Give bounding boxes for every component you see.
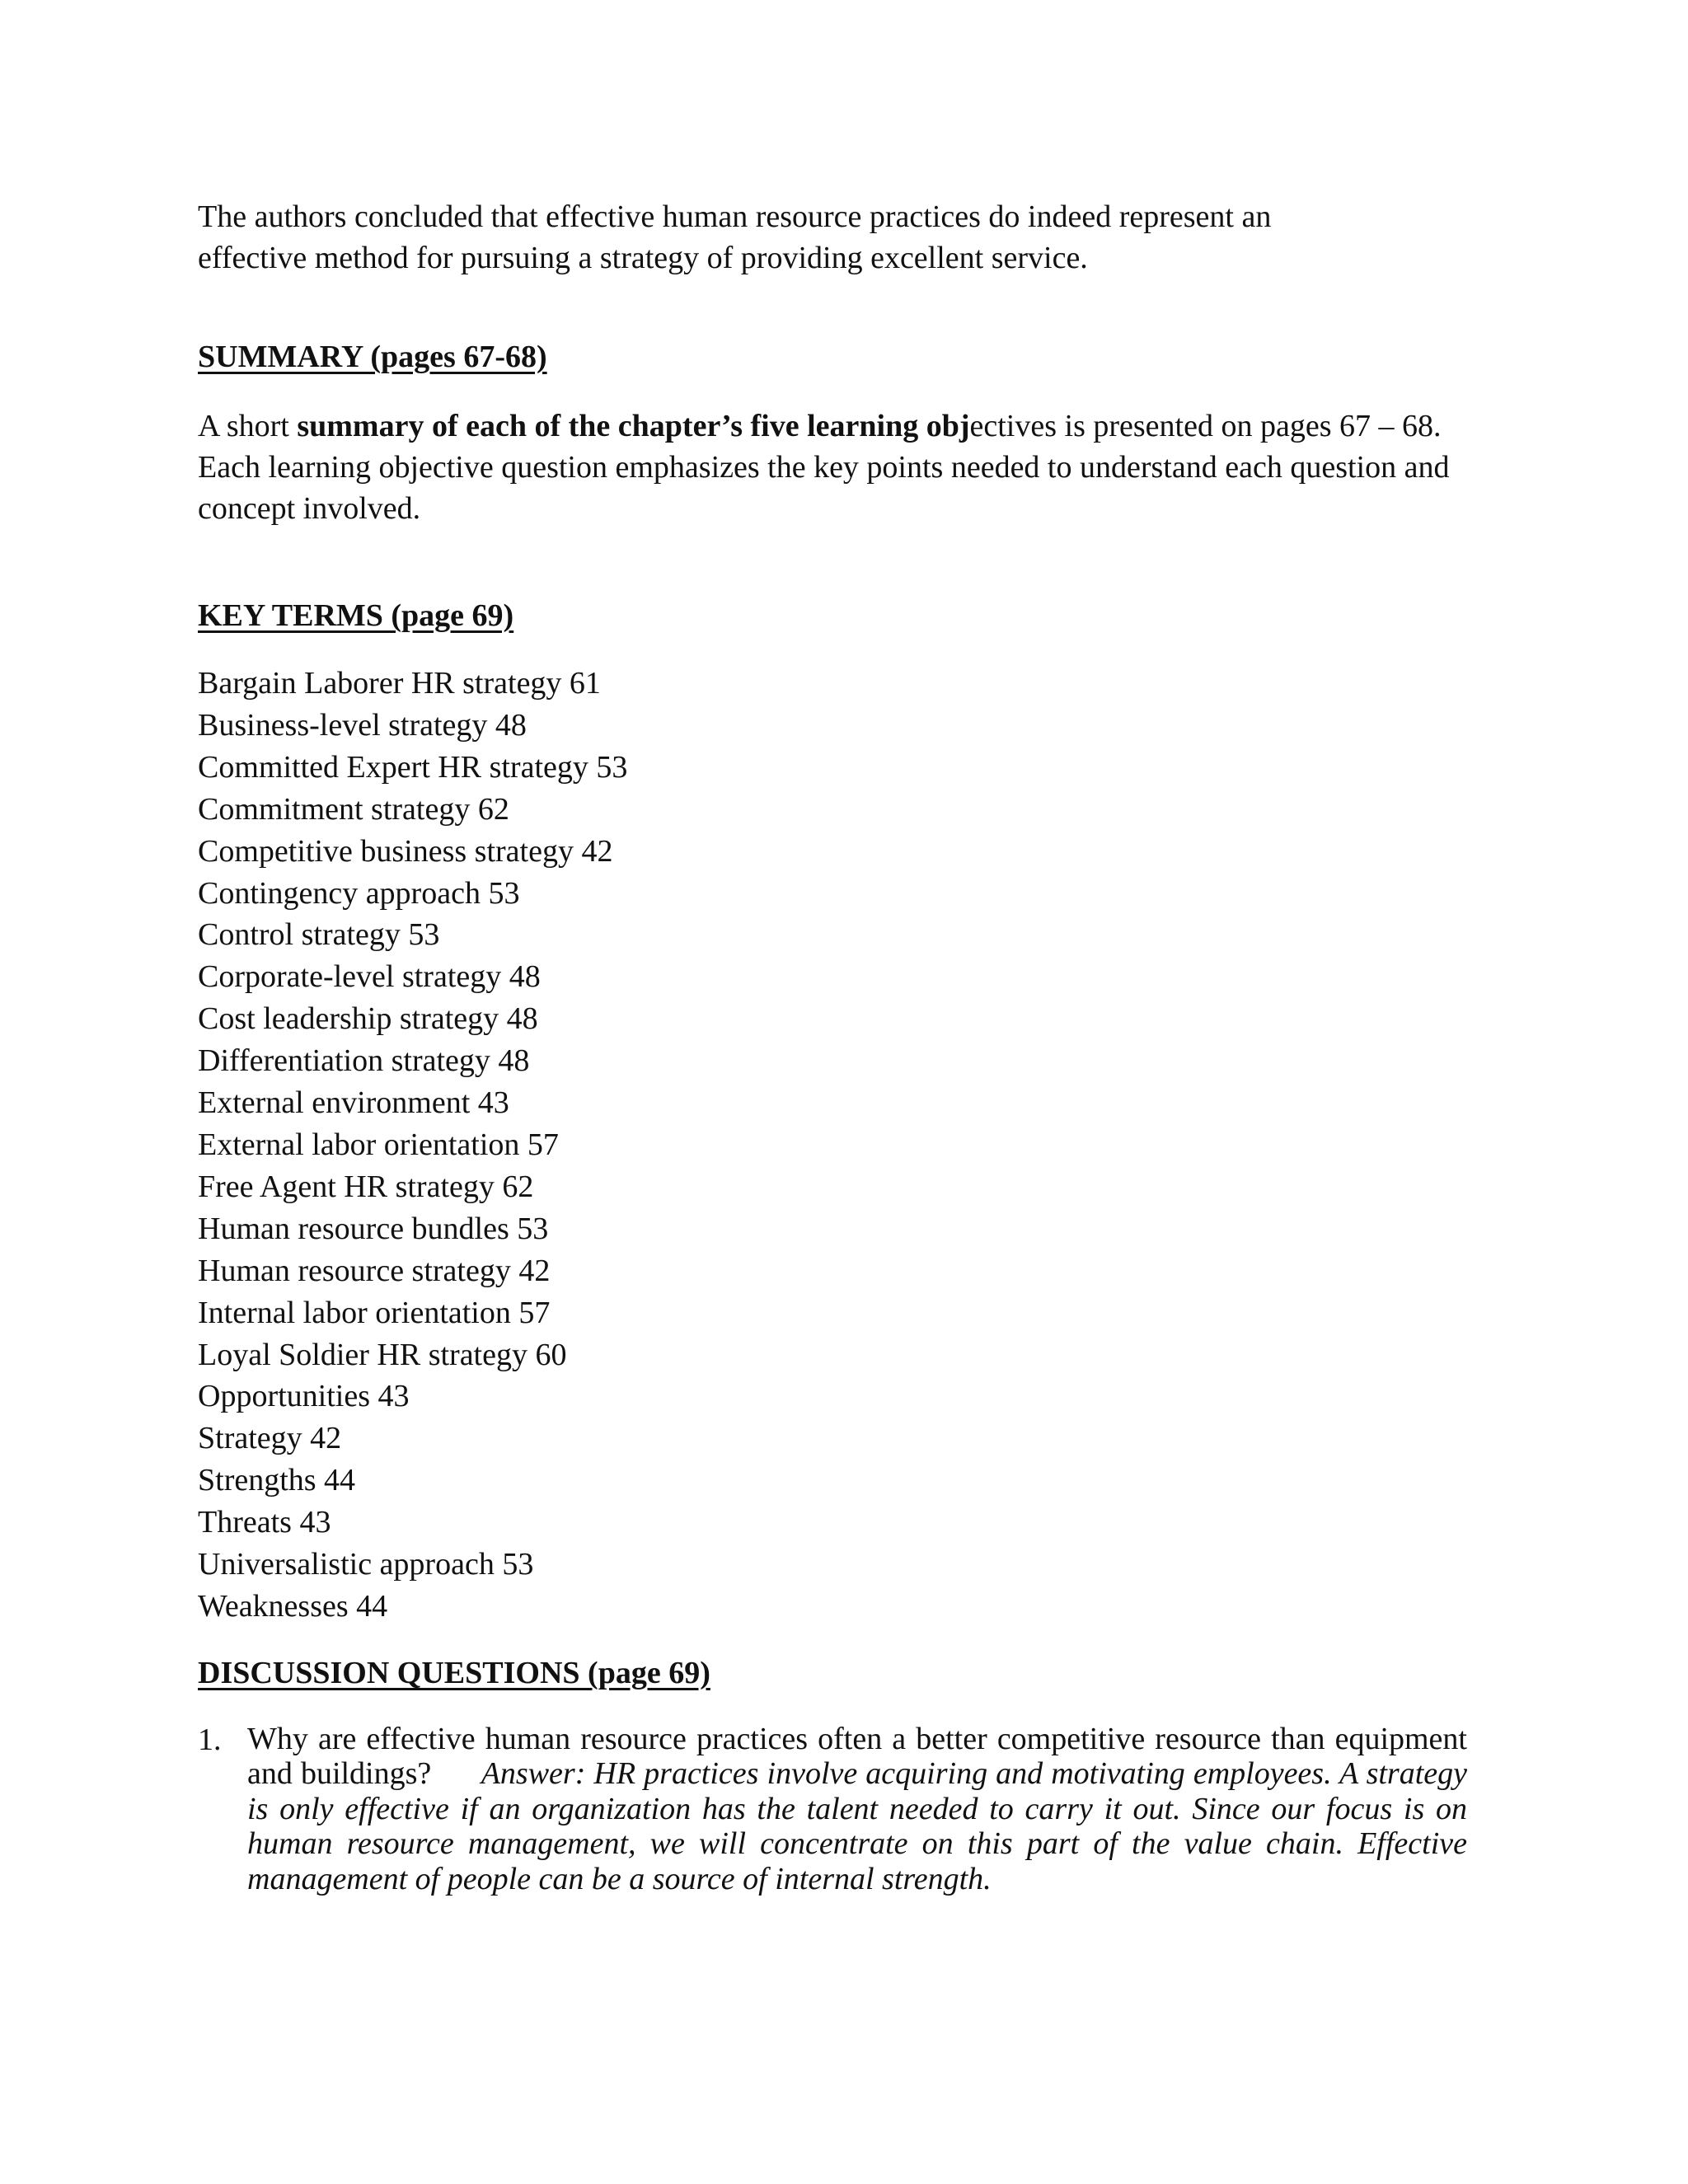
summary-paragraph: [198, 405, 1467, 529]
answer-text: Answer: HR practices involve acquiring and motivating employees. A strategy is only effective if an organization has the talent needed to carry it out. Since our focus is on human resource management, we will concentrate on this part of the value chain. Effective management of people can be a source of internal strength.: [247, 1756, 1467, 1896]
key-terms-heading: KEY TERMS (page 69): [198, 598, 514, 633]
key-term-item: Competitive business strategy 42: [198, 833, 613, 869]
key-term-item: External labor orientation 57: [198, 1127, 559, 1162]
key-term-item: Threats 43: [198, 1505, 331, 1540]
discussion-question-1: [198, 1722, 1467, 1897]
key-term-item: Human resource strategy 42: [198, 1253, 551, 1288]
question-text: Why are effective human resource practices often a better competitive resource than equipment and buildings?: [247, 1721, 1467, 1792]
question-number: 1.: [198, 1722, 222, 1757]
key-term-item: External environment 43: [198, 1085, 509, 1121]
intro-line-2: effective method for pursuing a strategy of providing excellent service.: [198, 241, 1088, 275]
discussion-questions-heading: DISCUSSION QUESTIONS (page 69): [198, 1655, 710, 1690]
key-term-item: Universalistic approach 53: [198, 1547, 534, 1582]
key-term-item: Human resource bundles 53: [198, 1211, 549, 1246]
key-term-item: Internal labor orientation 57: [198, 1295, 551, 1330]
key-term-item: Committed Expert HR strategy 53: [198, 749, 628, 785]
key-term-item: Opportunities 43: [198, 1379, 410, 1414]
summary-text-rest: ectives is presented on pages 67 – 68. Each learning objective question emphasizes the key points needed to understand each question and concept involved.: [198, 409, 1450, 526]
key-term-item: Corporate-level strategy 48: [198, 959, 541, 995]
document-page: [198, 196, 1467, 1896]
summary-text-prefix: A short: [198, 409, 298, 443]
key-term-item: Control strategy 53: [198, 917, 440, 953]
key-term-item: Bargain Laborer HR strategy 61: [198, 666, 601, 701]
summary-heading: SUMMARY (pages 67-68): [198, 340, 547, 374]
key-term-item: Cost leadership strategy 48: [198, 1001, 538, 1037]
key-term-item: Strategy 42: [198, 1421, 342, 1456]
key-term-item: Weaknesses 44: [198, 1588, 388, 1624]
key-term-item: Strengths 44: [198, 1463, 356, 1498]
key-term-item: Commitment strategy 62: [198, 791, 509, 827]
key-term-item: Contingency approach 53: [198, 875, 520, 911]
key-term-item: Business-level strategy 48: [198, 707, 527, 743]
key-terms-list: [198, 663, 1467, 1628]
key-term-item: Loyal Soldier HR strategy 60: [198, 1337, 567, 1372]
summary-text-bold: summary of each of the chapter’s five learning obj: [297, 409, 970, 443]
key-term-item: Differentiation strategy 48: [198, 1043, 530, 1079]
intro-paragraph: [198, 196, 1467, 279]
question-body: [247, 1722, 1467, 1897]
key-term-item: Free Agent HR strategy 62: [198, 1169, 534, 1204]
intro-line-1: The authors concluded that effective human resource practices do indeed represent an: [198, 199, 1272, 234]
